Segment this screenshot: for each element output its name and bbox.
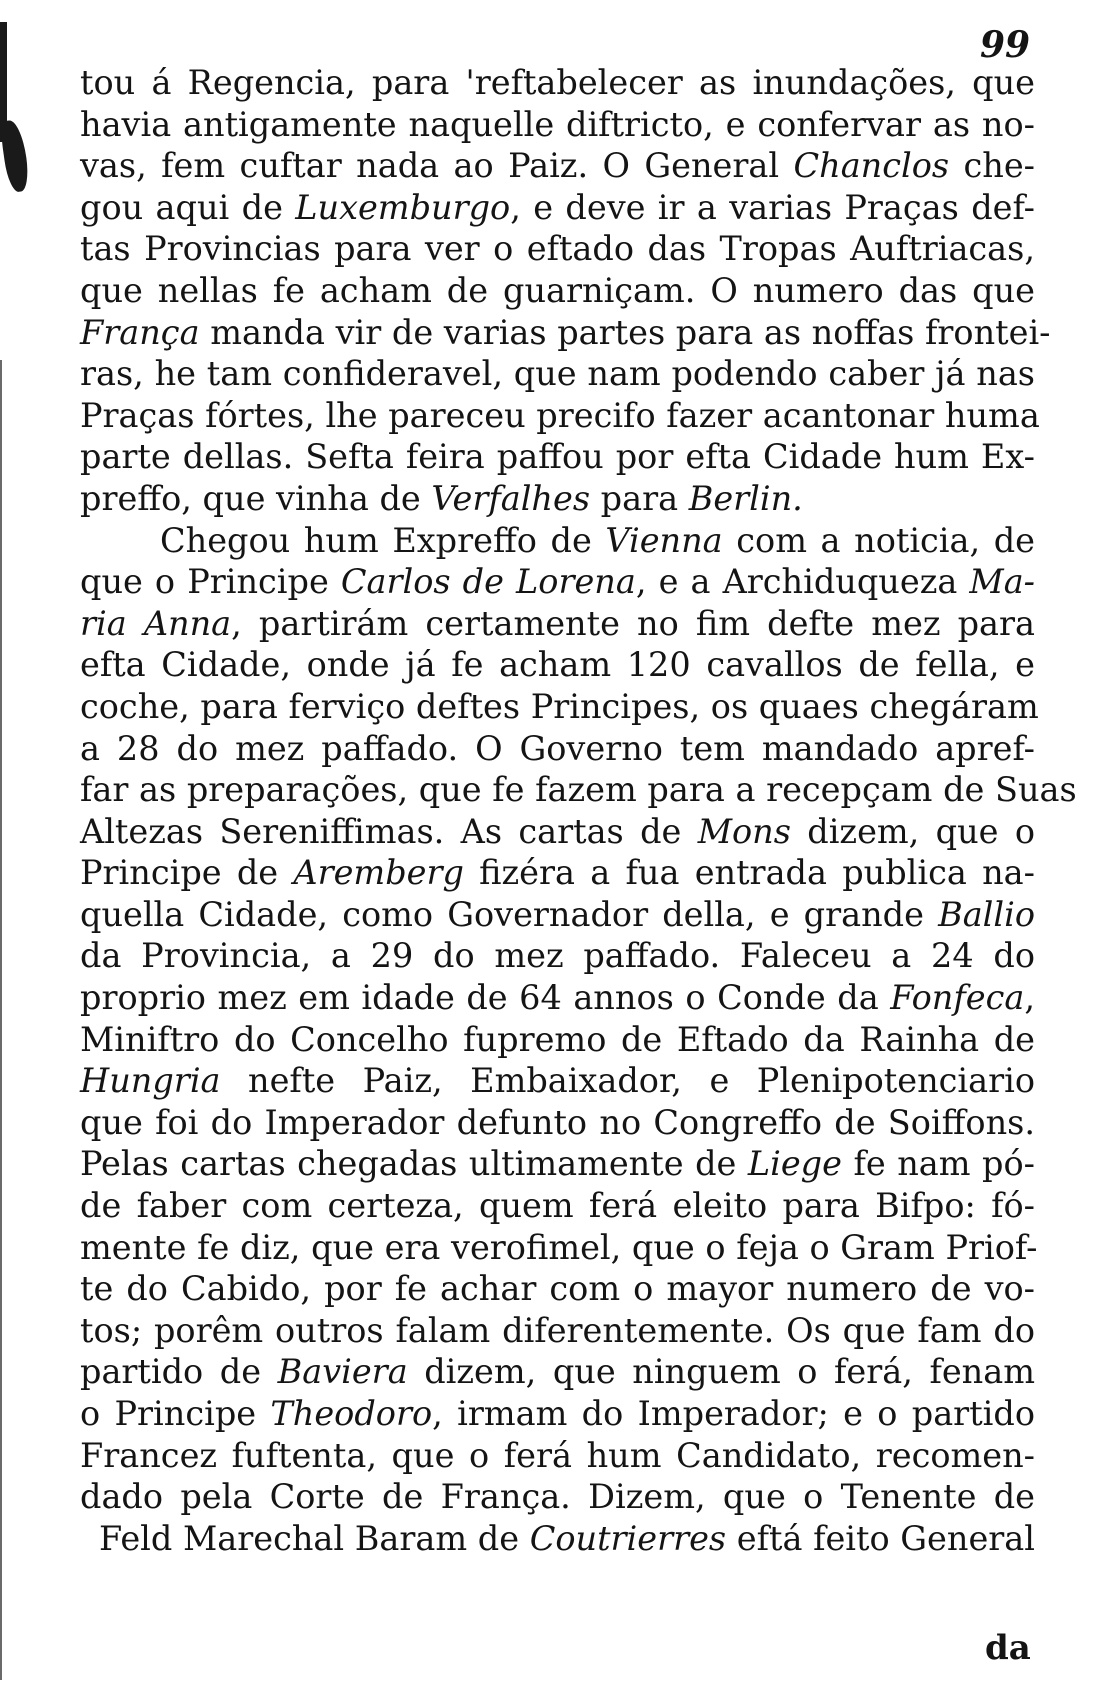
- text-line: [80, 62, 1035, 104]
- text-segment: che-: [949, 146, 1035, 186]
- text-segment: de faber com certeza, quem ferá eleito para Bifpo: fó-: [80, 1186, 1035, 1226]
- text-segment: que foi do Imperador defunto no Congreffo de Soiffons.: [80, 1102, 1035, 1142]
- text-segment: Feld Marechal Baram de: [98, 1518, 530, 1558]
- text-segment: Chegou hum Expreffo de: [160, 520, 606, 560]
- italic-text-segment: Carlos de Lorena: [340, 562, 636, 602]
- text-segment: Altezas Sereniffimas. As cartas de: [80, 811, 698, 851]
- italic-text-segment: Fonfeca: [890, 978, 1025, 1018]
- text-line: [80, 395, 1040, 437]
- text-line: [80, 104, 1035, 146]
- ink-blot: [0, 119, 31, 193]
- text-line: [80, 894, 1035, 936]
- text-segment: partido de: [80, 1352, 278, 1392]
- text-segment: te do Cabido, por fe achar com o mayor numero de vo-: [80, 1269, 1035, 1309]
- italic-text-segment: Vienna: [605, 520, 723, 560]
- text-segment: manda vir de varias partes para as noffas frontei-: [199, 312, 1051, 352]
- text-line: [80, 1227, 1038, 1269]
- text-segment: Principe de: [80, 853, 294, 893]
- text-segment: , e deve ir a varias Praças def-: [510, 187, 1035, 227]
- text-line: [80, 811, 1035, 853]
- text-segment: havia antigamente naquelle diftricto, e confervar as no-: [80, 104, 1035, 144]
- text-line: [80, 561, 1035, 603]
- text-segment: eftá feito General: [726, 1518, 1035, 1558]
- text-segment: dizem, que o: [790, 811, 1035, 851]
- text-segment: mente fe diz, que era verofimel, que o feja o Gram Priof-: [80, 1227, 1038, 1267]
- text-line: [80, 1393, 1035, 1435]
- text-segment: efta Cidade, onde já fe acham 120 cavallos de fella, e: [80, 645, 1035, 685]
- text-segment: preffo, que vinha de: [80, 478, 432, 518]
- text-segment: far as preparações, que fe fazem para a recepçam de Suas: [80, 770, 1077, 810]
- text-line: [80, 1019, 1035, 1061]
- text-line: [80, 1476, 1035, 1518]
- italic-text-segment: Baviera: [277, 1352, 408, 1392]
- text-segment: quella Cidade, como Governador della, e grande: [80, 894, 939, 934]
- italic-text-segment: ria Anna: [80, 603, 232, 643]
- text-line: [80, 520, 1035, 562]
- text-line: [80, 644, 1035, 686]
- text-segment: nefte Paiz, Embaixador, e Plenipotenciario: [220, 1061, 1035, 1101]
- text-segment: , partirám certamente no fim defte mez para: [231, 603, 1035, 643]
- text-segment: Pelas cartas chegadas ultimamente de: [80, 1144, 748, 1184]
- italic-text-segment: Ballio: [938, 894, 1035, 934]
- text-segment: tou á Regencia, para 'reftabelecer as inundações, que: [80, 63, 1035, 102]
- italic-text-segment: França: [80, 312, 200, 352]
- text-line: [80, 977, 1035, 1019]
- text-line: [80, 1060, 1035, 1102]
- italic-text-segment: Ma-: [969, 562, 1035, 602]
- text-segment: tos; porêm outros falam diferentemente. Os que fam do: [80, 1310, 1035, 1350]
- text-segment: com a noticia, de: [722, 520, 1035, 560]
- text-segment: ,: [1024, 978, 1035, 1018]
- text-segment: que nellas fe acham de guarniçam. O numero das que: [80, 270, 1035, 310]
- text-segment: dizem, que ninguem o ferá, fenam: [407, 1352, 1035, 1392]
- page-number: 99: [980, 24, 1031, 66]
- text-segment: ras, he tam confideravel, que nam podendo caber já nas: [80, 354, 1035, 394]
- page-text-body: [80, 62, 1077, 1559]
- text-line: [80, 436, 1035, 478]
- italic-text-segment: Chanclos: [793, 146, 950, 186]
- text-line: [80, 728, 1035, 770]
- text-segment: fizéra a fua entrada publica na-: [463, 853, 1035, 893]
- text-segment: a 28 do mez paffado. O Governo tem mandado apref-: [80, 728, 1035, 768]
- text-line: [80, 312, 1051, 354]
- text-line: [80, 1268, 1035, 1310]
- italic-text-segment: Theodoro: [270, 1394, 433, 1433]
- italic-text-segment: Aremberg: [293, 853, 464, 893]
- text-segment: Francez fuftenta, que o ferá hum Candidato, recomen-: [80, 1435, 1035, 1475]
- text-segment: Praças fórtes, lhe pareceu precifo fazer acantonar huma: [80, 395, 1040, 435]
- italic-text-segment: Hungria: [80, 1061, 221, 1101]
- page-edge-line: [0, 360, 2, 1680]
- text-line: [80, 935, 1035, 977]
- text-line: [80, 353, 1035, 395]
- italic-text-segment: Coutrierres: [529, 1518, 727, 1558]
- italic-text-segment: Verfalhes: [431, 478, 591, 518]
- text-segment: coche, para ferviço deftes Principes, os quaes chegáram: [80, 686, 1039, 726]
- text-line: [80, 478, 1035, 520]
- text-segment: para: [590, 478, 689, 518]
- text-line: [80, 769, 1077, 811]
- text-line: [80, 603, 1035, 645]
- text-segment: , irmam do Imperador; e o partido: [432, 1394, 1035, 1433]
- text-segment: da Provincia, a 29 do mez paffado. Faleceu a 24 do: [80, 936, 1035, 976]
- catchword: da: [985, 1628, 1031, 1668]
- text-line: [80, 1435, 1035, 1477]
- text-line: [80, 270, 1035, 312]
- italic-text-segment: Luxemburgo: [295, 187, 511, 227]
- italic-text-segment: Mons: [697, 811, 791, 851]
- text-line: [80, 187, 1035, 229]
- text-line: [80, 145, 1035, 187]
- text-segment: , e a Archiduqueza: [635, 562, 970, 602]
- text-segment: Miniftro do Concelho fupremo de Eftado da Rainha de: [80, 1019, 1035, 1059]
- text-line: [80, 686, 1039, 728]
- text-line: [80, 1102, 1035, 1144]
- text-line: [80, 228, 1035, 270]
- text-line: [80, 1351, 1035, 1393]
- text-segment: parte dellas. Sefta feira paffou por efta Cidade hum Ex-: [80, 437, 1035, 477]
- italic-text-segment: Liege: [747, 1144, 842, 1184]
- italic-text-segment: Berlin.: [688, 478, 803, 518]
- text-line: [80, 1310, 1035, 1352]
- text-segment: fe nam pó-: [841, 1144, 1035, 1184]
- text-segment: vas, fem cuftar nada ao Paiz. O General: [80, 146, 794, 186]
- text-line: [80, 852, 1035, 894]
- text-segment: dado pela Corte de França. Dizem, que o Tenente de: [80, 1477, 1035, 1517]
- text-line: [80, 1518, 1035, 1560]
- text-segment: que o Principe: [80, 562, 341, 602]
- text-line: [80, 1143, 1035, 1185]
- text-segment: o Principe: [80, 1394, 271, 1433]
- text-segment: proprio mez em idade de 64 annos o Conde da: [80, 978, 891, 1018]
- text-line: [80, 1185, 1035, 1227]
- text-segment: tas Provincias para ver o eftado das Tropas Auftriacas,: [80, 229, 1035, 269]
- text-segment: gou aqui de: [80, 187, 296, 227]
